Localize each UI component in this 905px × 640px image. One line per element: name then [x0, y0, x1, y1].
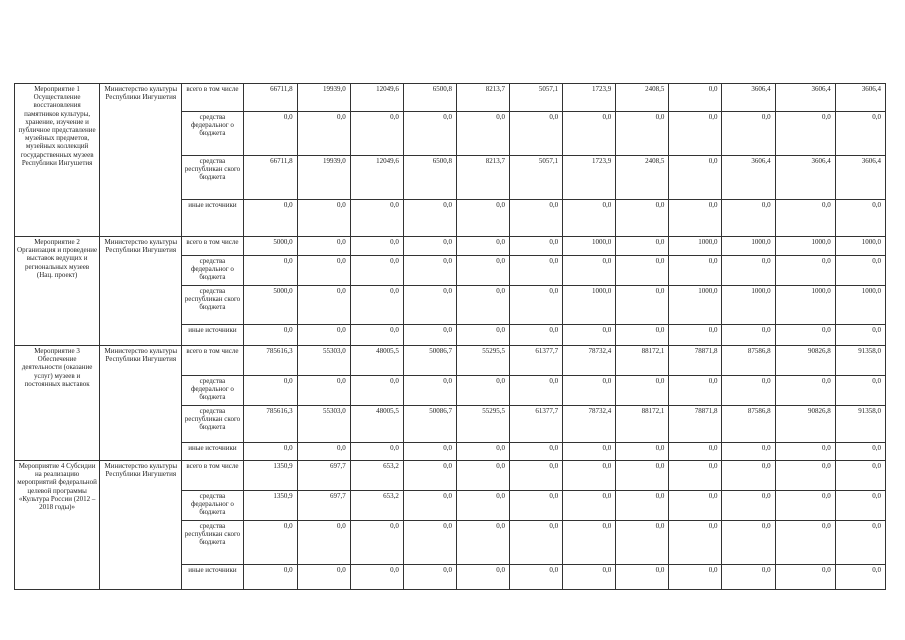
amount-cell: 0,0	[456, 521, 509, 565]
table-row	[15, 346, 886, 376]
amount-cell: 0,0	[456, 112, 509, 156]
amount-cell: 0,0	[722, 325, 775, 346]
amount-cell: 0,0	[297, 565, 350, 590]
amount-cell: 0,0	[722, 256, 775, 286]
amount-cell: 0,0	[835, 443, 885, 461]
funding-source-cell: иные источники	[182, 443, 243, 461]
amount-cell: 0,0	[669, 461, 722, 491]
amount-cell: 0,0	[563, 112, 616, 156]
amount-cell: 0,0	[669, 256, 722, 286]
responsible-cell: Министерство культуры Республики Ингушетия	[100, 237, 182, 346]
funding-source-cell: всего в том числе	[182, 461, 243, 491]
amount-cell: 0,0	[835, 256, 885, 286]
amount-cell: 90826,8	[775, 346, 835, 376]
amount-cell: 653,2	[350, 461, 403, 491]
amount-cell: 0,0	[243, 200, 297, 237]
amount-cell: 0,0	[403, 256, 456, 286]
amount-cell: 0,0	[456, 237, 509, 256]
amount-cell: 0,0	[243, 565, 297, 590]
amount-cell: 0,0	[510, 565, 563, 590]
amount-cell: 0,0	[350, 237, 403, 256]
amount-cell: 0,0	[510, 491, 563, 521]
amount-cell: 0,0	[835, 461, 885, 491]
amount-cell: 0,0	[297, 521, 350, 565]
amount-cell: 0,0	[456, 461, 509, 491]
amount-cell: 653,2	[350, 491, 403, 521]
activity-cell: Мероприятие 1 Осуществление восстановления памятников культуры, хранение, изучение и публичное представление музейных предметов, музейных коллекций государственных музеев Республики Ингушетия	[15, 84, 100, 237]
amount-cell: 0,0	[669, 112, 722, 156]
amount-cell: 0,0	[563, 443, 616, 461]
amount-cell: 55303,0	[297, 346, 350, 376]
amount-cell: 78871,8	[669, 406, 722, 443]
amount-cell: 50086,7	[403, 346, 456, 376]
amount-cell: 0,0	[563, 521, 616, 565]
amount-cell: 0,0	[510, 200, 563, 237]
amount-cell: 1723,9	[563, 84, 616, 112]
amount-cell: 1000,0	[669, 237, 722, 256]
amount-cell: 0,0	[243, 325, 297, 346]
amount-cell: 3606,4	[722, 84, 775, 112]
amount-cell: 0,0	[775, 443, 835, 461]
amount-cell: 0,0	[775, 491, 835, 521]
amount-cell: 0,0	[669, 200, 722, 237]
amount-cell: 6500,8	[403, 156, 456, 200]
amount-cell: 0,0	[835, 200, 885, 237]
amount-cell: 61377,7	[510, 406, 563, 443]
amount-cell: 0,0	[510, 521, 563, 565]
amount-cell: 0,0	[616, 461, 669, 491]
amount-cell: 0,0	[510, 376, 563, 406]
amount-cell: 0,0	[350, 443, 403, 461]
amount-cell: 1000,0	[775, 286, 835, 325]
amount-cell: 0,0	[722, 565, 775, 590]
amount-cell: 0,0	[722, 521, 775, 565]
amount-cell: 0,0	[669, 325, 722, 346]
amount-cell: 1350,9	[243, 491, 297, 521]
amount-cell: 0,0	[243, 112, 297, 156]
table-row	[15, 237, 886, 256]
funding-source-cell: всего в том числе	[182, 346, 243, 376]
amount-cell: 48005,5	[350, 346, 403, 376]
funding-source-cell: иные источники	[182, 200, 243, 237]
amount-cell: 0,0	[775, 376, 835, 406]
activity-cell: Мероприятие 4 Субсидии на реализацию мероприятий федеральной целевой программы «Культура России (2012 – 2018 годы)»	[15, 461, 100, 590]
amount-cell: 78732,4	[563, 346, 616, 376]
amount-cell: 0,0	[350, 521, 403, 565]
amount-cell: 0,0	[403, 325, 456, 346]
amount-cell: 12049,6	[350, 84, 403, 112]
amount-cell: 0,0	[350, 200, 403, 237]
amount-cell: 0,0	[297, 256, 350, 286]
amount-cell: 1000,0	[835, 237, 885, 256]
amount-cell: 8213,7	[456, 84, 509, 112]
amount-cell: 1000,0	[563, 286, 616, 325]
amount-cell: 0,0	[563, 325, 616, 346]
amount-cell: 0,0	[669, 565, 722, 590]
amount-cell: 0,0	[669, 491, 722, 521]
amount-cell: 0,0	[616, 491, 669, 521]
amount-cell: 5057,1	[510, 84, 563, 112]
amount-cell: 0,0	[456, 443, 509, 461]
amount-cell: 0,0	[669, 156, 722, 200]
amount-cell: 0,0	[403, 565, 456, 590]
amount-cell: 0,0	[350, 565, 403, 590]
amount-cell: 88172,1	[616, 346, 669, 376]
funding-source-cell: всего в том числе	[182, 237, 243, 256]
amount-cell: 0,0	[669, 84, 722, 112]
amount-cell: 19939,0	[297, 156, 350, 200]
amount-cell: 8213,7	[456, 156, 509, 200]
amount-cell: 0,0	[510, 461, 563, 491]
amount-cell: 1000,0	[722, 237, 775, 256]
amount-cell: 697,7	[297, 491, 350, 521]
amount-cell: 0,0	[297, 376, 350, 406]
amount-cell: 19939,0	[297, 84, 350, 112]
budget-table	[14, 83, 886, 590]
amount-cell: 91358,0	[835, 406, 885, 443]
funding-source-cell: средства республикан ского бюджета	[182, 406, 243, 443]
amount-cell: 0,0	[510, 256, 563, 286]
amount-cell: 0,0	[563, 376, 616, 406]
amount-cell: 0,0	[456, 256, 509, 286]
amount-cell: 0,0	[510, 443, 563, 461]
amount-cell: 785616,3	[243, 346, 297, 376]
amount-cell: 12049,6	[350, 156, 403, 200]
amount-cell: 48005,5	[350, 406, 403, 443]
amount-cell: 1000,0	[669, 286, 722, 325]
funding-source-cell: всего в том числе	[182, 84, 243, 112]
amount-cell: 50086,7	[403, 406, 456, 443]
amount-cell: 0,0	[722, 461, 775, 491]
funding-source-cell: средства федеральног о бюджета	[182, 112, 243, 156]
amount-cell: 0,0	[456, 376, 509, 406]
amount-cell: 0,0	[510, 325, 563, 346]
amount-cell: 1000,0	[775, 237, 835, 256]
amount-cell: 0,0	[403, 286, 456, 325]
table-row	[15, 461, 886, 491]
amount-cell: 55295,5	[456, 406, 509, 443]
amount-cell: 5000,0	[243, 237, 297, 256]
amount-cell: 0,0	[775, 200, 835, 237]
amount-cell: 91358,0	[835, 346, 885, 376]
funding-source-cell: средства федеральног о бюджета	[182, 256, 243, 286]
amount-cell: 0,0	[403, 112, 456, 156]
amount-cell: 0,0	[835, 491, 885, 521]
amount-cell: 66711,8	[243, 84, 297, 112]
funding-source-cell: иные источники	[182, 325, 243, 346]
amount-cell: 0,0	[297, 237, 350, 256]
amount-cell: 0,0	[616, 521, 669, 565]
amount-cell: 0,0	[243, 376, 297, 406]
amount-cell: 0,0	[722, 443, 775, 461]
funding-source-cell: средства федеральног о бюджета	[182, 491, 243, 521]
amount-cell: 0,0	[563, 200, 616, 237]
amount-cell: 0,0	[297, 286, 350, 325]
amount-cell: 78732,4	[563, 406, 616, 443]
amount-cell: 0,0	[350, 325, 403, 346]
amount-cell: 0,0	[835, 565, 885, 590]
funding-source-cell: средства республикан ского бюджета	[182, 286, 243, 325]
amount-cell: 0,0	[722, 112, 775, 156]
amount-cell: 55303,0	[297, 406, 350, 443]
amount-cell: 0,0	[350, 256, 403, 286]
amount-cell: 0,0	[350, 286, 403, 325]
amount-cell: 0,0	[297, 112, 350, 156]
amount-cell: 0,0	[403, 461, 456, 491]
funding-source-cell: иные источники	[182, 565, 243, 590]
amount-cell: 1000,0	[835, 286, 885, 325]
amount-cell: 55295,5	[456, 346, 509, 376]
amount-cell: 0,0	[616, 443, 669, 461]
amount-cell: 0,0	[350, 376, 403, 406]
amount-cell: 0,0	[775, 112, 835, 156]
amount-cell: 0,0	[563, 565, 616, 590]
responsible-cell: Министерство культуры Республики Ингушетия	[100, 461, 182, 590]
amount-cell: 0,0	[403, 491, 456, 521]
amount-cell: 3606,4	[835, 156, 885, 200]
amount-cell: 0,0	[510, 237, 563, 256]
amount-cell: 0,0	[403, 521, 456, 565]
amount-cell: 66711,8	[243, 156, 297, 200]
amount-cell: 0,0	[616, 565, 669, 590]
amount-cell: 0,0	[669, 443, 722, 461]
amount-cell: 6500,8	[403, 84, 456, 112]
amount-cell: 0,0	[616, 376, 669, 406]
amount-cell: 0,0	[563, 256, 616, 286]
amount-cell: 1000,0	[722, 286, 775, 325]
activity-cell: Мероприятие 2 Организация и проведение выставок ведущих и региональных музеев (Нац. проект)	[15, 237, 100, 346]
amount-cell: 0,0	[456, 200, 509, 237]
amount-cell: 0,0	[403, 376, 456, 406]
amount-cell: 90826,8	[775, 406, 835, 443]
table-row	[15, 84, 886, 112]
amount-cell: 2408,5	[616, 156, 669, 200]
amount-cell: 785616,3	[243, 406, 297, 443]
amount-cell: 88172,1	[616, 406, 669, 443]
amount-cell: 0,0	[403, 237, 456, 256]
amount-cell: 0,0	[616, 237, 669, 256]
funding-source-cell: средства федеральног о бюджета	[182, 376, 243, 406]
amount-cell: 0,0	[669, 521, 722, 565]
amount-cell: 3606,4	[835, 84, 885, 112]
amount-cell: 0,0	[722, 200, 775, 237]
amount-cell: 0,0	[563, 461, 616, 491]
amount-cell: 697,7	[297, 461, 350, 491]
amount-cell: 0,0	[835, 112, 885, 156]
amount-cell: 0,0	[456, 325, 509, 346]
table-body	[15, 84, 886, 590]
amount-cell: 0,0	[510, 286, 563, 325]
amount-cell: 78871,8	[669, 346, 722, 376]
amount-cell: 3606,4	[722, 156, 775, 200]
amount-cell: 1723,9	[563, 156, 616, 200]
amount-cell: 0,0	[403, 200, 456, 237]
amount-cell: 0,0	[835, 376, 885, 406]
amount-cell: 0,0	[775, 256, 835, 286]
funding-source-cell: средства республикан ского бюджета	[182, 156, 243, 200]
amount-cell: 0,0	[243, 443, 297, 461]
amount-cell: 0,0	[456, 491, 509, 521]
amount-cell: 0,0	[243, 521, 297, 565]
amount-cell: 5000,0	[243, 286, 297, 325]
amount-cell: 0,0	[835, 521, 885, 565]
amount-cell: 0,0	[616, 325, 669, 346]
amount-cell: 3606,4	[775, 84, 835, 112]
responsible-cell: Министерство культуры Республики Ингушетия	[100, 346, 182, 461]
amount-cell: 87586,8	[722, 346, 775, 376]
amount-cell: 0,0	[243, 256, 297, 286]
amount-cell: 0,0	[775, 325, 835, 346]
amount-cell: 0,0	[775, 565, 835, 590]
amount-cell: 0,0	[510, 112, 563, 156]
amount-cell: 0,0	[350, 112, 403, 156]
amount-cell: 0,0	[456, 286, 509, 325]
amount-cell: 0,0	[722, 491, 775, 521]
amount-cell: 0,0	[616, 256, 669, 286]
amount-cell: 87586,8	[722, 406, 775, 443]
amount-cell: 0,0	[722, 376, 775, 406]
amount-cell: 3606,4	[775, 156, 835, 200]
amount-cell: 61377,7	[510, 346, 563, 376]
amount-cell: 0,0	[775, 461, 835, 491]
activity-cell: Мероприятие 3 Обеспечение деятельности (оказание услуг) музеев и постоянных выставок	[15, 346, 100, 461]
amount-cell: 0,0	[297, 443, 350, 461]
amount-cell: 0,0	[563, 491, 616, 521]
amount-cell: 0,0	[835, 325, 885, 346]
amount-cell: 0,0	[669, 376, 722, 406]
amount-cell: 0,0	[297, 200, 350, 237]
amount-cell: 1350,9	[243, 461, 297, 491]
amount-cell: 2408,5	[616, 84, 669, 112]
amount-cell: 0,0	[775, 521, 835, 565]
amount-cell: 5057,1	[510, 156, 563, 200]
amount-cell: 0,0	[616, 200, 669, 237]
funding-source-cell: средства республикан ского бюджета	[182, 521, 243, 565]
amount-cell: 0,0	[616, 112, 669, 156]
amount-cell: 0,0	[297, 325, 350, 346]
amount-cell: 0,0	[403, 443, 456, 461]
responsible-cell: Министерство культуры Республики Ингушетия	[100, 84, 182, 237]
amount-cell: 1000,0	[563, 237, 616, 256]
amount-cell: 0,0	[456, 565, 509, 590]
amount-cell: 0,0	[616, 286, 669, 325]
